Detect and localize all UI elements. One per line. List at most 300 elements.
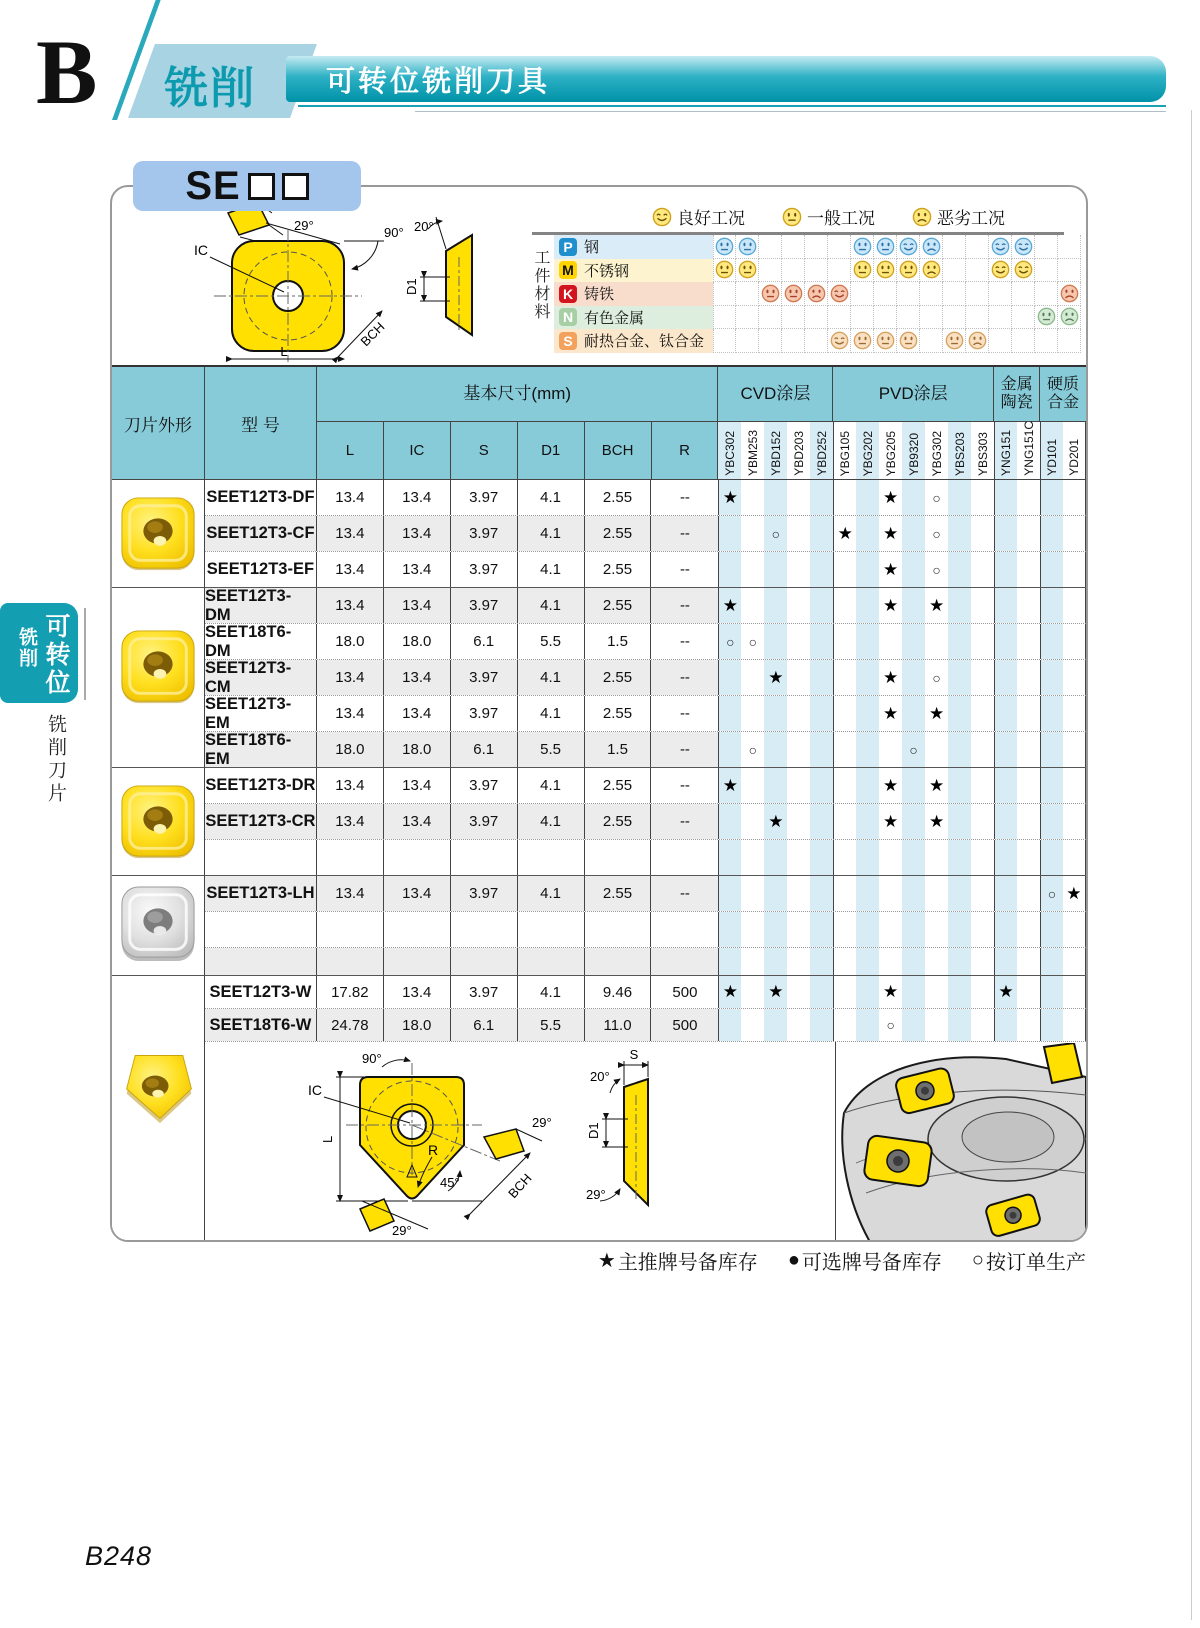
material-grade-cell (897, 306, 920, 330)
grade-mark-cell (925, 912, 948, 947)
star-mark: ★ (883, 559, 899, 579)
grade-mark-cell (925, 516, 948, 551)
star-mark: ★ (883, 595, 899, 615)
dim-cell: 2.55 (585, 480, 652, 515)
grade-mark-cell (764, 696, 787, 731)
col-header-model: 型 号 (205, 367, 317, 480)
grade-mark-cell (902, 804, 925, 839)
star-mark: ★ (722, 595, 739, 615)
neutral-face-icon (853, 331, 872, 350)
material-grade-cell (874, 282, 897, 306)
material-grade-cell (943, 235, 966, 259)
grade-mark-cell (925, 876, 948, 911)
material-grade-cell (851, 306, 874, 330)
star-mark: ★ (883, 703, 899, 723)
grade-mark-cell (833, 660, 856, 695)
grade-mark-cell (1063, 552, 1086, 587)
grade-mark-cell (971, 624, 994, 659)
dim-cell (384, 840, 451, 875)
material-grade-cell (782, 259, 805, 283)
stock-legend-item (788, 1246, 942, 1275)
material-grade-cell (736, 259, 759, 283)
grade-mark-cell (741, 552, 764, 587)
material-grid (713, 235, 1081, 259)
material-grade-cell (920, 329, 943, 353)
dim-cell: 2.55 (585, 588, 652, 623)
dim-cell: 13.4 (384, 516, 451, 551)
dim-cell: 13.4 (384, 588, 451, 623)
grade-mark-cell (833, 804, 856, 839)
model-cell: SEET18T6-EM (205, 732, 317, 767)
series-placeholder-box (248, 173, 275, 200)
material-name: 不锈钢 (584, 262, 630, 280)
dim-cell (384, 912, 451, 947)
dim-cell: 4.1 (518, 876, 585, 911)
material-label (554, 235, 713, 259)
grade-mark-cell (994, 768, 1017, 803)
condition-good: 良好工况 (652, 204, 745, 229)
grade-mark-cell (741, 876, 764, 911)
sad-face-icon (912, 207, 932, 227)
circle-mark: ○ (909, 741, 918, 758)
dim-cell: 1.5 (585, 624, 652, 659)
grade-mark-cell (1017, 660, 1040, 695)
svg-text:D1: D1 (404, 278, 419, 295)
material-grade-cell (897, 235, 920, 259)
model-cell (205, 840, 317, 875)
grade-mark-cell (971, 912, 994, 947)
dim-cell: 3.97 (451, 552, 518, 587)
series-title: SE (185, 163, 241, 208)
catalog-table (112, 365, 1086, 1240)
grade-mark-cell (925, 768, 948, 803)
page-title: 可转位铣削刀具 (326, 65, 551, 98)
dim-cell: -- (679, 633, 690, 650)
grade-mark-cell (833, 840, 856, 875)
header-rule (298, 105, 1166, 107)
dim-cell (651, 948, 718, 975)
dim-cell: 13.4 (317, 588, 384, 623)
grade-mark-cell (1063, 948, 1086, 975)
grade-mark-cell (810, 660, 833, 695)
svg-text:29°: 29° (294, 218, 314, 233)
material-grade-cell (874, 306, 897, 330)
dim-cell: 11.0 (585, 1009, 652, 1041)
grade-mark-cell (764, 840, 787, 875)
grade-mark-cell (994, 1009, 1017, 1041)
material-grade-cell (759, 259, 782, 283)
grade-mark-cell (1063, 840, 1086, 875)
dim-cell: 5.5 (518, 1009, 585, 1041)
catalog-panel (110, 185, 1088, 1242)
sad-face-icon (1060, 307, 1079, 326)
table-row (205, 480, 1086, 516)
material-grade-cell (920, 259, 943, 283)
star-mark: ★ (837, 523, 853, 543)
grade-mark-cell (879, 876, 902, 911)
neutral-face-icon (899, 260, 918, 279)
grade-mark-cell (856, 912, 879, 947)
dim-cell (451, 840, 518, 875)
circle-mark: ○ (748, 741, 758, 758)
page-title-bar (286, 56, 1166, 102)
grade-mark-cell (971, 480, 994, 515)
dim-cell: 17.82 (317, 976, 384, 1008)
insert-shape-cell (112, 976, 205, 1242)
material-row (554, 329, 1081, 353)
star-mark: ★ (1066, 883, 1082, 903)
insert-photo (119, 495, 197, 573)
dim-cell: 500 (651, 1009, 718, 1041)
star-mark: ★ (883, 667, 899, 687)
dim-cell: -- (679, 705, 690, 722)
dim-cell: 4.1 (518, 588, 585, 623)
grade-col-header: YD201 (1063, 422, 1086, 480)
star-mark: ★ (928, 811, 945, 831)
circle-mark: ○ (886, 1017, 895, 1033)
grade-mark-cell (787, 480, 810, 515)
grade-mark-cell (856, 768, 879, 803)
grade-mark-cell (741, 1009, 764, 1041)
material-name: 耐热合金、钛合金 (584, 333, 705, 351)
material-grade-cell (736, 235, 759, 259)
grade-mark-cell (1063, 480, 1086, 515)
grade-mark-cell (810, 948, 833, 975)
dim-cell: 3.97 (451, 696, 518, 731)
grade-mark-cell (948, 552, 971, 587)
model-cell: SEET12T3-CF (205, 516, 317, 551)
grade-mark-cell (994, 660, 1017, 695)
grade-mark-cell (764, 804, 787, 839)
sidebar-sub-label: 铣削刀片 (45, 714, 66, 806)
material-grade-cell (805, 259, 828, 283)
table-row (205, 768, 1086, 804)
sidebar-tab-secondary-label: 铣削 (16, 627, 37, 669)
grade-mark-cell (1040, 804, 1063, 839)
insert-photo (119, 884, 197, 964)
dim-cell: 4.1 (518, 552, 585, 587)
circle-mark: ○ (932, 525, 941, 542)
grade-mark-cell (718, 912, 741, 947)
grade-mark-cell (948, 516, 971, 551)
grade-mark-cell (787, 912, 810, 947)
star-mark: ★ (883, 982, 899, 1001)
col-header-dims: 基本尺寸(mm) (317, 367, 718, 422)
grade-mark-cell (856, 588, 879, 623)
grade-mark-cell (902, 516, 925, 551)
material-grade-cell (736, 329, 759, 353)
grade-mark-cell (971, 732, 994, 767)
grade-mark-cell (764, 588, 787, 623)
grade-mark-cell (994, 732, 1017, 767)
material-grade-cell (1058, 306, 1081, 330)
material-grade-cell (966, 235, 989, 259)
dim-cell: 3.97 (451, 876, 518, 911)
grade-mark-cell (764, 1009, 787, 1041)
grade-mark-cell (1040, 912, 1063, 947)
grade-mark-cell (1063, 588, 1086, 623)
grade-mark-cell (1063, 976, 1086, 1008)
circle-mark: ○ (932, 561, 941, 578)
grade-mark-cell (741, 732, 764, 767)
grade-mark-cell (994, 588, 1017, 623)
grade-mark-cell (718, 840, 741, 875)
grade-mark-cell (764, 480, 787, 515)
grade-mark-cell (879, 624, 902, 659)
grade-mark-cell (994, 552, 1017, 587)
dim-cell: 13.4 (317, 768, 384, 803)
grade-mark-cell (718, 624, 741, 659)
grade-mark-cell (1017, 804, 1040, 839)
grade-mark-cell (718, 804, 741, 839)
grade-col-header: YNG151 (994, 422, 1017, 480)
grade-mark-cell (741, 840, 764, 875)
neutral-face-icon (761, 284, 780, 303)
dim-cell (585, 948, 652, 975)
wiper-insert-dimension-drawing (232, 1049, 712, 1239)
material-grade-cell (713, 235, 736, 259)
material-grade-cell (920, 282, 943, 306)
grade-mark-cell (879, 912, 902, 947)
neutral-face-icon (899, 331, 918, 350)
material-code-badge: M (559, 261, 577, 279)
grade-mark-cell (856, 624, 879, 659)
material-grade-cell (1012, 235, 1035, 259)
grade-mark-cell (764, 976, 787, 1008)
material-grade-cell (851, 259, 874, 283)
grade-mark-cell (994, 624, 1017, 659)
model-cell: SEET12T3-LH (205, 876, 317, 911)
star-mark: ★ (722, 487, 739, 507)
dim-cell: 13.4 (317, 552, 384, 587)
dim-col-header: D1 (518, 422, 585, 480)
model-cell: SEET12T3-CR (205, 804, 317, 839)
grade-mark-cell (902, 840, 925, 875)
dim-cell: -- (679, 489, 690, 506)
table-row (205, 732, 1086, 768)
grade-mark-cell (856, 732, 879, 767)
material-grade-cell (1058, 235, 1081, 259)
stock-label: 主推牌号备库存 (617, 1252, 758, 1274)
dim-cell: 18.0 (384, 1009, 451, 1041)
grade-mark-cell (948, 480, 971, 515)
neutral-face-icon (715, 260, 734, 279)
svg-text:45°: 45° (440, 1175, 460, 1190)
grade-col-header: YD101 (1040, 422, 1063, 480)
grade-mark-cell (787, 840, 810, 875)
neutral-face-icon (738, 260, 757, 279)
model-cell: SEET12T3-DF (205, 480, 317, 515)
dim-cell: 4.1 (518, 660, 585, 695)
dim-col-header: R (652, 422, 719, 480)
material-name: 铸铁 (584, 286, 615, 304)
grade-mark-cell (994, 948, 1017, 975)
grade-mark-cell (718, 732, 741, 767)
insert-shape-cell (112, 768, 205, 876)
grade-mark-cell (902, 976, 925, 1008)
grade-mark-cell (833, 480, 856, 515)
grade-mark-cell (833, 948, 856, 975)
dim-cell: 4.1 (518, 480, 585, 515)
material-grade-cell (943, 329, 966, 353)
grade-mark-cell (1040, 516, 1063, 551)
grade-mark-cell (741, 948, 764, 975)
model-cell (205, 948, 317, 975)
grade-col-header: YBD152 (764, 422, 787, 480)
material-grade-cell (874, 329, 897, 353)
insert-dimension-drawing (170, 199, 515, 364)
neutral-face-icon (853, 237, 872, 256)
dim-cell: 18.0 (384, 624, 451, 659)
grade-mark-cell (787, 696, 810, 731)
material-label (554, 329, 713, 353)
neutral-face-icon (784, 284, 803, 303)
grade-mark-cell (787, 660, 810, 695)
dim-cell: 13.4 (384, 876, 451, 911)
material-grid (713, 329, 1081, 353)
grade-mark-cell (925, 948, 948, 975)
materials-table (554, 235, 1081, 353)
grade-mark-cell (925, 804, 948, 839)
grade-mark-cell (971, 588, 994, 623)
grade-mark-cell (1017, 588, 1040, 623)
grade-mark-cell (879, 660, 902, 695)
grade-mark-cell (994, 912, 1017, 947)
material-grade-cell (782, 329, 805, 353)
grade-mark-cell (810, 624, 833, 659)
material-grade-cell (966, 329, 989, 353)
material-grade-cell (828, 329, 851, 353)
grade-mark-cell (741, 912, 764, 947)
material-grade-cell (782, 282, 805, 306)
material-grade-cell (805, 282, 828, 306)
material-grade-cell (759, 306, 782, 330)
grade-mark-cell (879, 768, 902, 803)
material-row (554, 282, 1081, 306)
grade-mark-cell (1040, 624, 1063, 659)
svg-text:IC: IC (194, 242, 208, 258)
grade-mark-cell (787, 876, 810, 911)
dim-col-header: BCH (585, 422, 652, 480)
grade-mark-cell (948, 624, 971, 659)
grade-mark-cell (741, 624, 764, 659)
grade-mark-cell (1063, 624, 1086, 659)
grade-mark-cell (879, 976, 902, 1008)
dim-cell: 3.97 (451, 480, 518, 515)
grade-mark-cell (879, 588, 902, 623)
table-header-row2 (317, 422, 1086, 480)
grade-mark-cell (810, 588, 833, 623)
material-grade-cell (851, 329, 874, 353)
model-cell: SEET12T3-CM (205, 660, 317, 695)
grade-mark-cell (1017, 840, 1040, 875)
grade-mark-cell (1063, 804, 1086, 839)
grade-mark-cell (1017, 516, 1040, 551)
dim-col-header: S (451, 422, 518, 480)
table-row (205, 624, 1086, 660)
grade-mark-cell (1040, 976, 1063, 1008)
grade-mark-cell (925, 732, 948, 767)
grade-mark-cell (741, 804, 764, 839)
svg-text:29°: 29° (392, 1223, 412, 1238)
grade-mark-cell (879, 840, 902, 875)
circle-mark: ○ (748, 633, 758, 650)
grade-mark-cell (1063, 768, 1086, 803)
grade-mark-cell (971, 976, 994, 1008)
grade-mark-cell (764, 516, 787, 551)
grade-mark-cell (741, 480, 764, 515)
material-grade-cell (782, 306, 805, 330)
grade-mark-cell (718, 1009, 741, 1041)
stock-label: 可选牌号备库存 (801, 1252, 942, 1274)
grade-mark-cell (994, 804, 1017, 839)
grade-mark-cell (1063, 1009, 1086, 1041)
star-mark: ★ (883, 523, 899, 543)
grade-mark-cell (902, 624, 925, 659)
neutral-face-icon (945, 331, 964, 350)
grade-mark-cell (856, 876, 879, 911)
stock-legend (112, 1246, 1086, 1275)
grade-mark-cell (948, 696, 971, 731)
star-mark: ★ (928, 703, 945, 723)
star-mark: ★ (768, 982, 784, 1001)
grade-mark-cell (718, 976, 741, 1008)
grade-mark-cell (948, 1009, 971, 1041)
dim-cell (317, 912, 384, 947)
grade-col-header: YBG302 (925, 422, 948, 480)
material-grade-cell (1035, 282, 1058, 306)
material-grid (713, 282, 1081, 306)
grade-mark-cell (1040, 588, 1063, 623)
grade-mark-cell (1017, 552, 1040, 587)
circle-mark: ○ (771, 525, 781, 542)
materials-axis-label: 工件材料 (532, 249, 549, 321)
grade-mark-cell (810, 696, 833, 731)
star-mark: ★ (928, 775, 945, 795)
star-mark: ★ (998, 982, 1014, 1001)
grade-mark-cell (718, 948, 741, 975)
dim-cell: 6.1 (451, 732, 518, 767)
col-header-carbide: 硬质合金 (1040, 367, 1086, 422)
material-grade-cell (851, 282, 874, 306)
grade-mark-cell (994, 516, 1017, 551)
grade-mark-cell (810, 480, 833, 515)
dim-cell: 2.55 (585, 552, 652, 587)
grade-mark-cell (902, 552, 925, 587)
happy-face-icon (830, 284, 849, 303)
grade-mark-cell (764, 660, 787, 695)
dim-cell: 13.4 (384, 480, 451, 515)
svg-text:R: R (428, 1142, 439, 1158)
dim-cell: 13.4 (384, 696, 451, 731)
grade-mark-cell (902, 732, 925, 767)
grade-col-header: YBG202 (856, 422, 879, 480)
dim-cell: -- (651, 516, 718, 551)
happy-face-icon (1014, 237, 1033, 256)
material-grade-cell (759, 235, 782, 259)
table-row (205, 840, 1086, 876)
material-grade-cell (1035, 235, 1058, 259)
material-grade-cell (874, 259, 897, 283)
table-row (205, 804, 1086, 840)
grade-mark-cell (879, 516, 902, 551)
dim-cell: 3.97 (451, 976, 518, 1008)
grade-col-header: YBD203 (787, 422, 810, 480)
grade-mark-cell (925, 976, 948, 1008)
grade-mark-cell (718, 660, 741, 695)
dim-cell (585, 840, 652, 875)
dim-cell: 13.4 (317, 516, 384, 551)
